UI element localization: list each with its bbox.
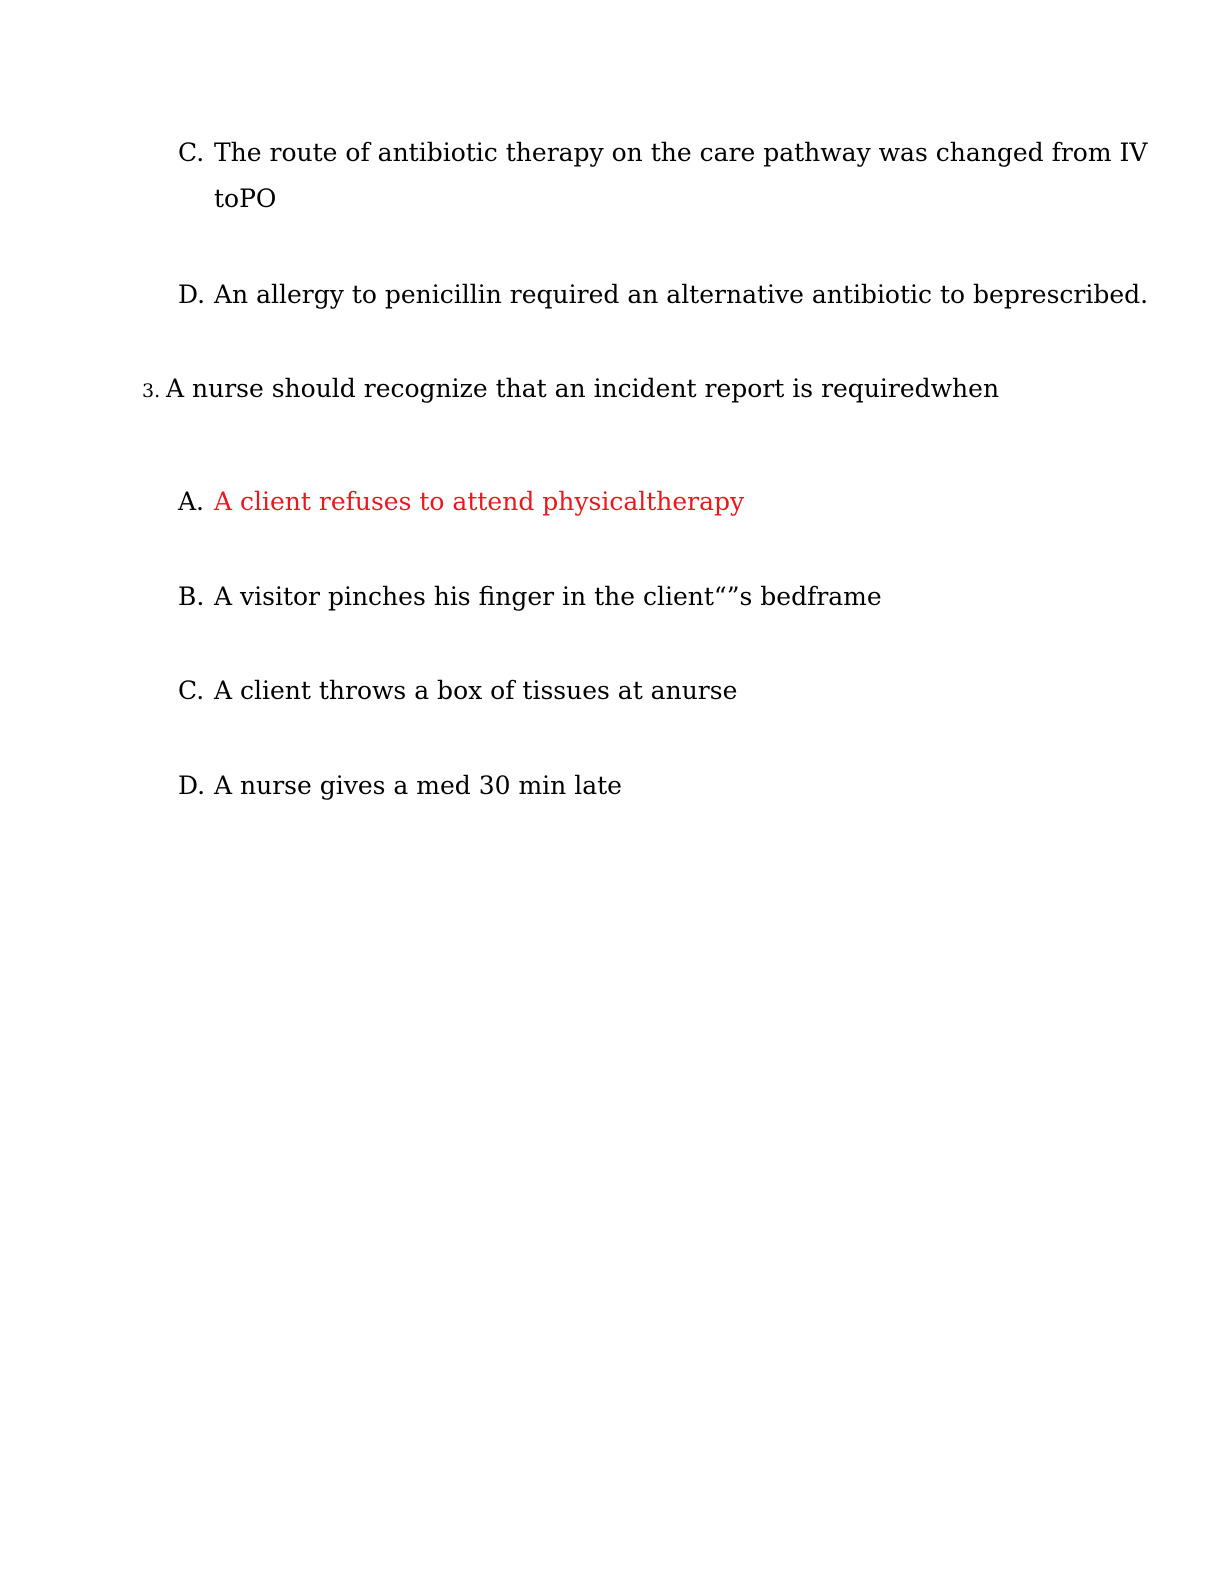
- option-text: A client throws a box of tissues at anurse: [214, 676, 738, 705]
- option-letter: D.: [178, 280, 206, 309]
- option-letter: C.: [178, 676, 205, 705]
- option-text-continued: toPO: [214, 184, 277, 213]
- question-text: A nurse should recognize that an incident report is requiredwhen: [166, 374, 1000, 403]
- option-d-prev: [178, 278, 1148, 312]
- option-c-prev: [178, 136, 1147, 170]
- option-a: [178, 485, 744, 519]
- option-c-prev-continuation: [214, 182, 276, 216]
- option-letter: A.: [178, 487, 205, 516]
- question-3: [142, 372, 999, 408]
- option-text: The route of antibiotic therapy on the care pathway was changed from IV: [214, 138, 1148, 167]
- option-text: A visitor pinches his finger in the client“”s bedframe: [214, 582, 882, 611]
- option-text: An allergy to penicillin required an alternative antibiotic to beprescribed.: [214, 280, 1149, 309]
- option-text-correct: A client refuses to attend physicaltherapy: [214, 487, 745, 516]
- option-c: [178, 674, 737, 708]
- option-letter: D.: [178, 771, 206, 800]
- option-b: [178, 580, 882, 614]
- option-d: [178, 769, 622, 803]
- option-text: A nurse gives a med 30 min late: [214, 771, 622, 800]
- option-letter: C.: [178, 138, 205, 167]
- question-number: 3.: [142, 380, 161, 402]
- option-letter: B.: [178, 582, 205, 611]
